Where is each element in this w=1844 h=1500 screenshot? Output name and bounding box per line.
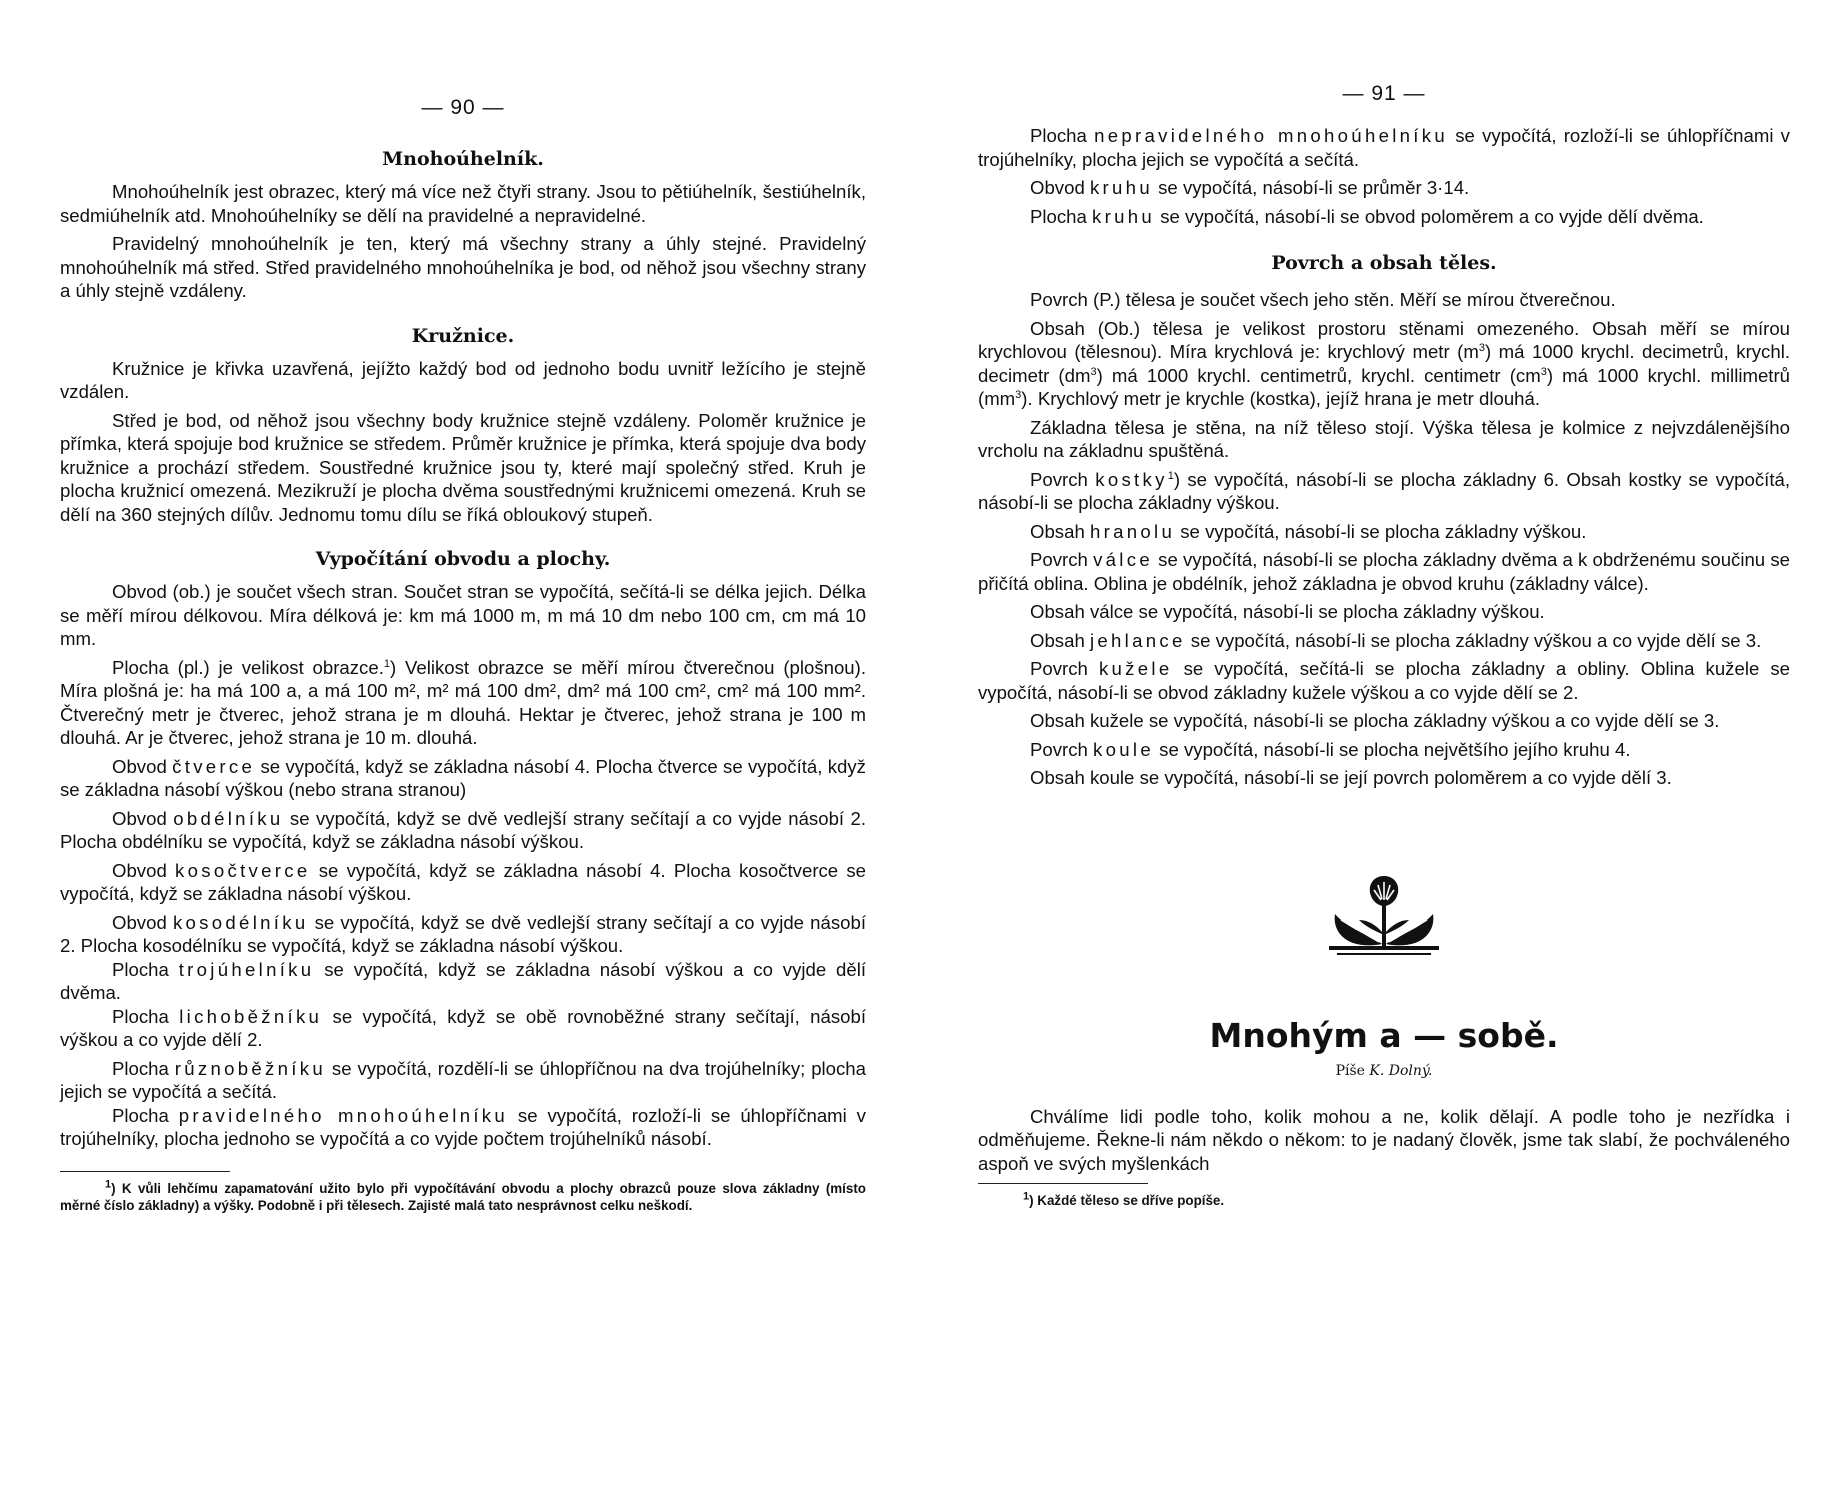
- section-title-perimeter-area: Vypočítání obvodu a plochy.: [315, 548, 611, 570]
- paragraph: Obvod (ob.) je součet všech stran. Součet stran se vypočítá, sečítá-li se délka jejich. Délka se měří mírou délkovou. Míra délková je: km má 1000 m, m má 10 dm nebo 100 cm, cm má 10 mm.: [60, 581, 866, 649]
- paragraph: Povrch kužele se vypočítá, sečítá-li se plocha základny a obliny. Oblina kužele se vypočítá, násobí-li se obvod základny kužele výškou a co vyjde dělí se 2.: [978, 658, 1790, 703]
- footnote-rule: [978, 1183, 1148, 1184]
- paragraph: Plocha pravidelného mnohoúhelníku se vypočítá, rozloží-li se úhlopříčnami v trojúhelníky, plocha jednoho se vypočítá a co vyjde počtem trojúhelníků násobí.: [60, 1104, 866, 1149]
- paragraph: Pravidelný mnohoúhelník je ten, který má všechny strany a úhly stejné. Pravidelný mnohoúhelník má střed. Střed pravidelného mnohoúhelníka je bod, od něhož jsou všechny strany a úhly stejně vzdáleny.: [60, 233, 866, 301]
- section-title-solids: Povrch a obsah těles.: [1271, 252, 1497, 274]
- page-91: [978, 0, 1790, 1500]
- paragraph: Základna tělesa je stěna, na níž těleso stojí. Výška tělesa je kolmice z nejvzdálenějšího vrcholu na základnu spuštěná.: [978, 416, 1790, 461]
- paragraph: Plocha různoběžníku se vypočítá, rozdělí-li se úhlopříčnou na dva trojúhelníky; plocha jejich se vypočítá a sečítá.: [60, 1057, 866, 1102]
- byline: Píše K. Dolný.: [1335, 1062, 1433, 1079]
- paragraph: Kružnice je křivka uzavřená, jejížto každý bod od jednoho bodu uvnitř ležícího je stejně vzdálen.: [60, 357, 866, 402]
- paragraph: Obvod čtverce se vypočítá, když se základna násobí 4. Plocha čtverce se vypočítá, když se základna násobí výškou (nebo strana stranou): [60, 755, 866, 800]
- paragraph: Obsah válce se vypočítá, násobí-li se plocha základny výškou.: [1030, 601, 1545, 622]
- article-title: Mnohým a — sobě.: [1209, 1015, 1559, 1055]
- paragraph: Povrch koule se vypočítá, násobí-li se plocha největšího jejího kruhu 4.: [1030, 738, 1631, 760]
- paragraph: Obvod kosodélníku se vypočítá, když se dvě vedlejší strany sečítají a co vyjde násobí 2. Plocha kosodélníku se vypočítá, když se základna násobí výškou.: [60, 911, 866, 956]
- paragraph: Střed je bod, od něhož jsou všechny body kružnice stejně vzdáleny. Poloměr kružnice je přímka, která spojuje bod kružnice se středem. Průměr kružnice je přímka, která spojuje dva body kružnice a prochází středem. Soustředné kružnice jsou ty, které mají společný střed. Kruh je plocha kružnicí omezená. Mezikruží je plocha dvěma soustřednými kružnicemi omezená. Kruh se dělí na 360 stejných dílův. Jednomu tomu dílu se říká obloukový stupeň.: [60, 409, 866, 525]
- section-title-circle: Kružnice.: [411, 324, 515, 347]
- paragraph: Obsah (Ob.) tělesa je velikost prostoru stěnami omezeného. Obsah měří se mírou krychlovou (tělesnou). Míra krychlová je: krychlový metr $(m^3)$ má 1000 krychl. decimetrů, krychl. decimetr $(dm^3)$ má 1000 krychl. centimetrů, krychl. centimetr $(cm^3)$ má 1000 krychl. millimetrů $(mm^3)$. Krychlový metr je krychle (kostka), jejíž hrana je metr dlouhá.: [978, 317, 1790, 409]
- paragraph: Mnohoúhelník jest obrazec, který má více než čtyři strany. Jsou to pětiúhelník, šestiúhelník, sedmiúhelník atd. Mnohoúhelníky se dělí na pravidelné a nepravidelné.: [60, 181, 866, 226]
- section-title-polygon: Mnohoúhelník.: [382, 148, 544, 170]
- paragraph: Chválíme lidi podle toho, kolik mohou a ne, kolik dělají. A podle toho je nezřídka i odměňujeme. Řekne-li nám někdo o někom: to je nadaný člověk, jsme tak slabí, že pochváleného aspoň ve svých myšlenkách: [978, 1105, 1790, 1174]
- page-number: — 91 —: [1342, 82, 1426, 105]
- paragraph: Obsah jehlance se vypočítá, násobí-li se plocha základny výškou a co vyjde dělí se 3.: [1030, 629, 1762, 651]
- paragraph: Plocha kruhu se vypočítá, násobí-li se obvod poloměrem a co vyjde dělí dvěma.: [1030, 205, 1704, 227]
- footnote-rule: [60, 1171, 230, 1172]
- paragraph: Povrch (P.) tělesa je součet všech jeho stěn. Měří se mírou čtverečnou.: [1030, 289, 1616, 310]
- paragraph: Obvod obdélníku se vypočítá, když se dvě vedlejší strany sečítají a co vyjde násobí 2. Plocha obdélníku se vypočítá, když se základna násobí výškou.: [60, 807, 866, 852]
- author-name: K. Dolný.: [1369, 1062, 1433, 1079]
- footnote-ref: 1: [383, 657, 390, 670]
- paragraph: Obvod kosočtverce se vypočítá, když se základna násobí 4. Plocha kosočtverce se vypočítá, když se základna násobí výškou.: [60, 859, 866, 904]
- page-90: [60, 0, 866, 1500]
- footnote-ref: 1: [1167, 469, 1174, 482]
- paragraph: Obsah koule se vypočítá, násobí-li se její povrch poloměrem a co vyjde dělí 3.: [1030, 767, 1672, 788]
- paragraph: Plocha (pl.) je velikost obrazce.$^1$) Velikost obrazce se měří mírou čtverečnou (plošnou). Míra plošná je: ha má 100 a, a má 100 m², m² má 100 dm², dm² má 100 cm², cm² má 100 mm². Čtverečný metr je čtverec, jehož strana je m dlouhá. Hektar je čtverec, jehož strana je 100 m dlouhá. Ar je čtverec, jehož strana je 10 m. dlouhá.: [60, 656, 867, 748]
- paragraph: Plocha nepravidelného mnohoúhelníku se vypočítá, rozloží-li se úhlopříčnami v trojúhelníky, plocha jejich se vypočítá a sečítá.: [978, 125, 1790, 170]
- flower-ornament-icon: [1309, 870, 1459, 960]
- paragraph: Plocha lichoběžníku se vypočítá, když se obě rovnoběžné strany sečítají, násobí výškou a co vyjde dělí 2.: [60, 1005, 866, 1050]
- paragraph: Povrch kostky$^1$) se vypočítá, násobí-li se plocha základny 6. Obsah kostky se vypočítá, násobí-li se plocha základny výškou.: [978, 468, 1790, 513]
- paragraph: Obvod kruhu se vypočítá, násobí-li se průměr 3·14.: [1030, 177, 1470, 198]
- paragraph: Plocha trojúhelníku se vypočítá, když se základna násobí výškou a co vyjde dělí dvěma.: [60, 958, 866, 1003]
- paragraph: Obsah kužele se vypočítá, násobí-li se plocha základny výškou a co vyjde dělí se 3.: [1030, 710, 1720, 731]
- paragraph: Povrch válce se vypočítá, násobí-li se plocha základny dvěma a k obdrženému součinu se přičítá oblina. Oblina je obdélník, jehož základna je obvod kruhu (základny válce).: [978, 549, 1790, 594]
- paragraph: Obsah hranolu se vypočítá, násobí-li se plocha základny výškou.: [1030, 520, 1587, 542]
- footnote: $^1$) Každé těleso se dříve popíše.: [1023, 1190, 1225, 1208]
- footnote: $^1$) K vůli lehčímu zapamatování užito bylo při vypočítávání obvodu a plochy obrazců pouze slova základny (místo měrné číslo základny) a výšky. Podobně i při tělesech. Zajisté malá tato nesprávnost celku neškodí.: [60, 1178, 866, 1213]
- page-number: — 90 —: [421, 96, 505, 119]
